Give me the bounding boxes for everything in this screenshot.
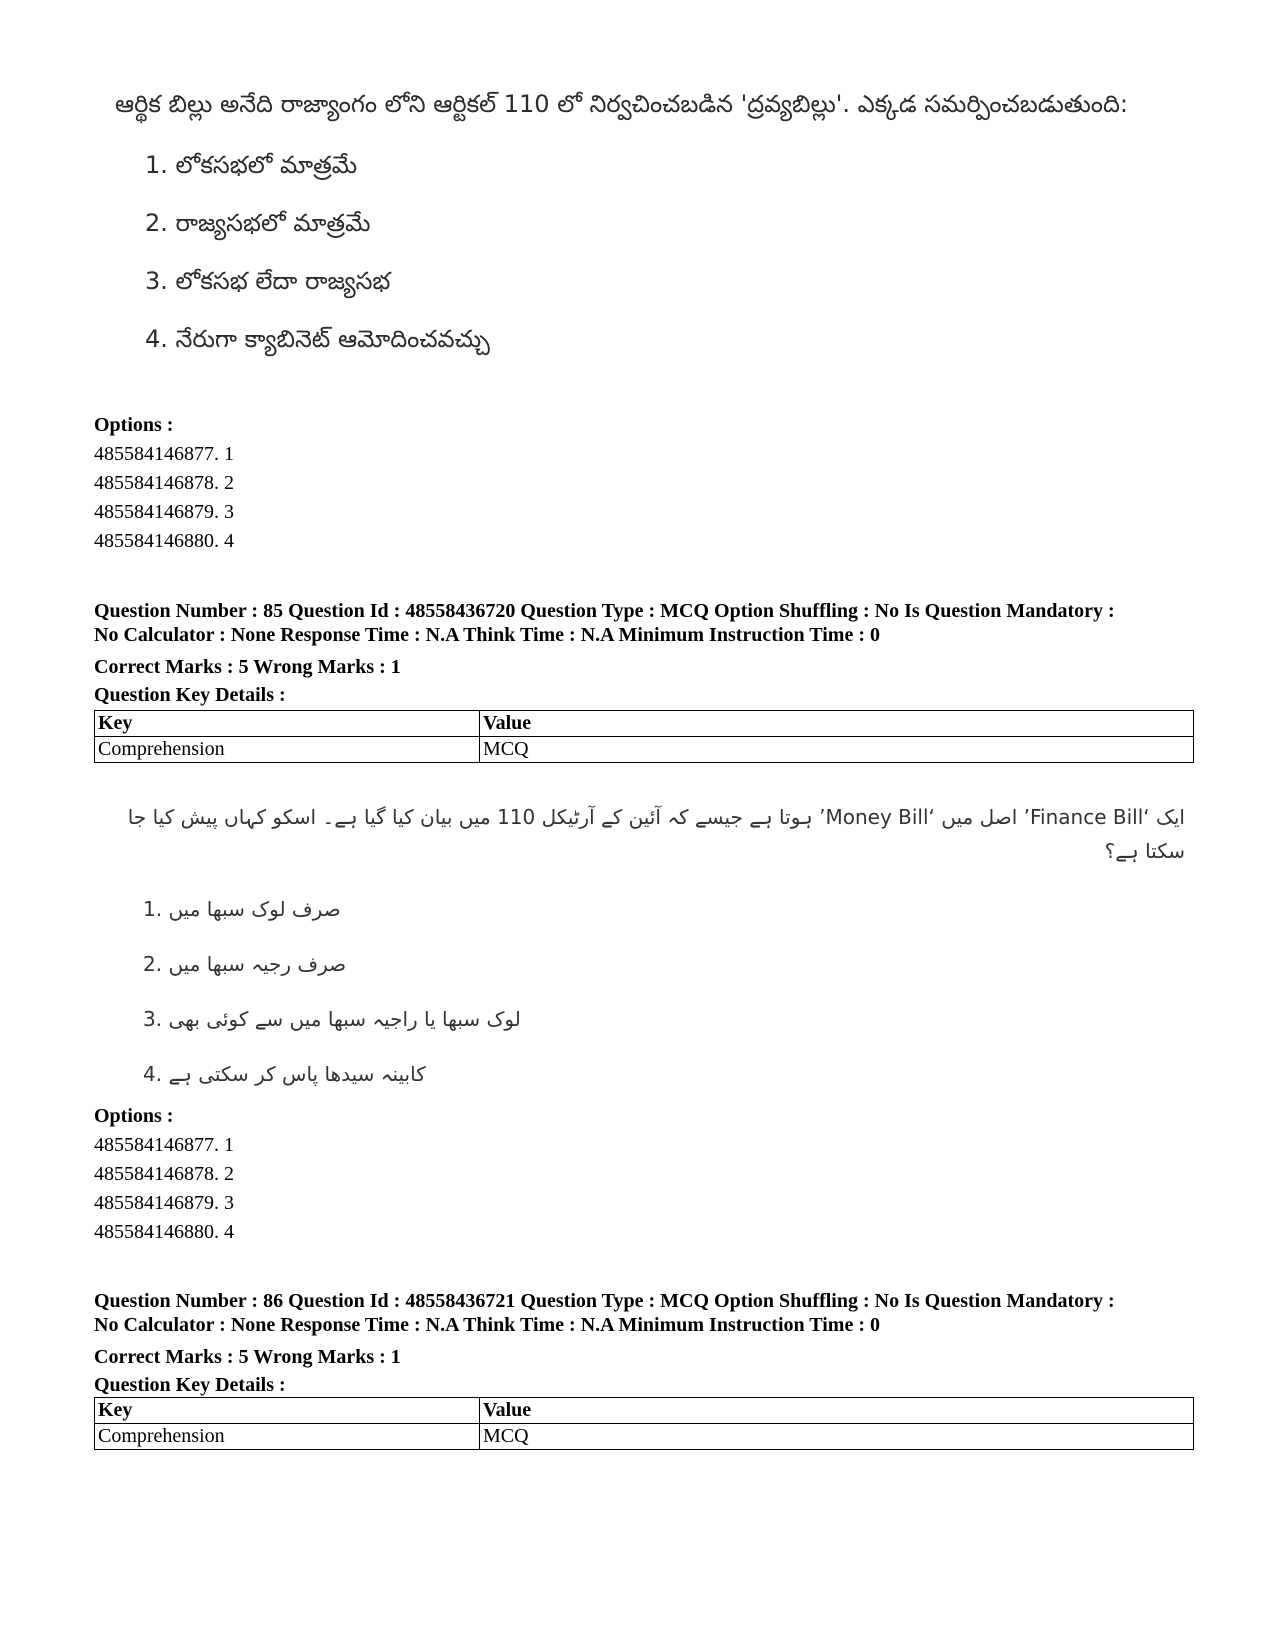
option-item: 485584146879. 3	[94, 1192, 234, 1214]
options-block	[94, 411, 234, 556]
question-choice: 1. లోకసభలో మాత్రమే	[145, 151, 358, 179]
question-meta-line: Question Number : 86 Question Id : 48558436721 Question Type : MCQ Option Shuffling : No Is Question Mandatory :	[94, 1290, 1115, 1312]
question-choice: 3. لوک سبھا یا راجیہ سبھا میں سے کوئی بھی	[143, 1007, 521, 1031]
question-meta	[94, 599, 1204, 709]
key-details-heading: Question Key Details :	[94, 684, 286, 706]
option-item: 485584146880. 4	[94, 530, 234, 552]
question-choice: 4. నేరుగా క్యాబినెట్ ఆమోదించవచ్చు	[145, 325, 490, 353]
key-details-table	[94, 1397, 1194, 1450]
option-item: 485584146879. 3	[94, 501, 234, 523]
question-choice: 1. صرف لوک سبھا میں	[143, 897, 341, 921]
option-item: 485584146877. 1	[94, 1134, 234, 1156]
option-item: 485584146880. 4	[94, 1221, 234, 1243]
question-meta-line: No Calculator : None Response Time : N.A Think Time : N.A Minimum Instruction Time : 0	[94, 1314, 880, 1336]
question-choice: 2. صرف رجیہ سبھا میں	[143, 952, 347, 976]
table-header-row	[95, 1398, 1194, 1424]
question-choice-list	[143, 882, 1185, 1102]
key-details-heading: Question Key Details :	[94, 1374, 286, 1396]
options-block	[94, 1102, 234, 1247]
table-cell: MCQ	[480, 1424, 1194, 1450]
marks-line: Correct Marks : 5 Wrong Marks : 1	[94, 656, 401, 678]
marks-line: Correct Marks : 5 Wrong Marks : 1	[94, 1346, 401, 1368]
table-row	[95, 1424, 1194, 1450]
table-header-row	[95, 711, 1194, 737]
question-choice-list	[145, 136, 1185, 368]
table-header-cell: Key	[95, 711, 480, 737]
question-meta-line: No Calculator : None Response Time : N.A Think Time : N.A Minimum Instruction Time : 0	[94, 624, 880, 646]
question-image-urdu	[115, 800, 1185, 1102]
table-header-cell: Value	[480, 711, 1194, 737]
table-header-cell: Value	[480, 1398, 1194, 1424]
table-cell: Comprehension	[95, 1424, 480, 1450]
option-item: 485584146877. 1	[94, 443, 234, 465]
question-meta-line: Question Number : 85 Question Id : 48558436720 Question Type : MCQ Option Shuffling : No Is Question Mandatory :	[94, 600, 1115, 622]
question-choice: 3. లోకసభ లేదా రాజ్యసభ	[145, 267, 391, 295]
option-item: 485584146878. 2	[94, 472, 234, 494]
table-header-cell: Key	[95, 1398, 480, 1424]
question-stem: ایک ‘Finance Bill’ اصل میں ‘Money Bill’ ہوتا ہے جیسے کہ آئین کے آرٹیکل 110 میں بیان کیا گیا ہے۔ اسکو کہاں پیش کیا جا سکتا ہے؟	[127, 805, 1185, 863]
question-stem: ఆర్థిక బిల్లు అనేది రాజ్యాంగం లోని ఆర్టికల్ 110 లో నిర్వచించబడిన 'ద్రవ్యబిల్లు'. ఎక్కడ సమర్పించబడుతుంది:	[115, 90, 1129, 118]
question-meta	[94, 1289, 1204, 1399]
question-choice: 4. کابینہ سیدھا پاس کر سکتی ہے	[143, 1062, 426, 1086]
question-choice: 2. రాజ్యసభలో మాత్రమే	[145, 209, 371, 237]
table-cell: Comprehension	[95, 737, 480, 763]
option-item: 485584146878. 2	[94, 1163, 234, 1185]
table-row	[95, 737, 1194, 763]
table-cell: MCQ	[480, 737, 1194, 763]
options-heading: Options :	[94, 414, 174, 436]
key-details-table	[94, 710, 1194, 763]
options-heading: Options :	[94, 1105, 174, 1127]
question-image-telugu	[115, 86, 1185, 368]
